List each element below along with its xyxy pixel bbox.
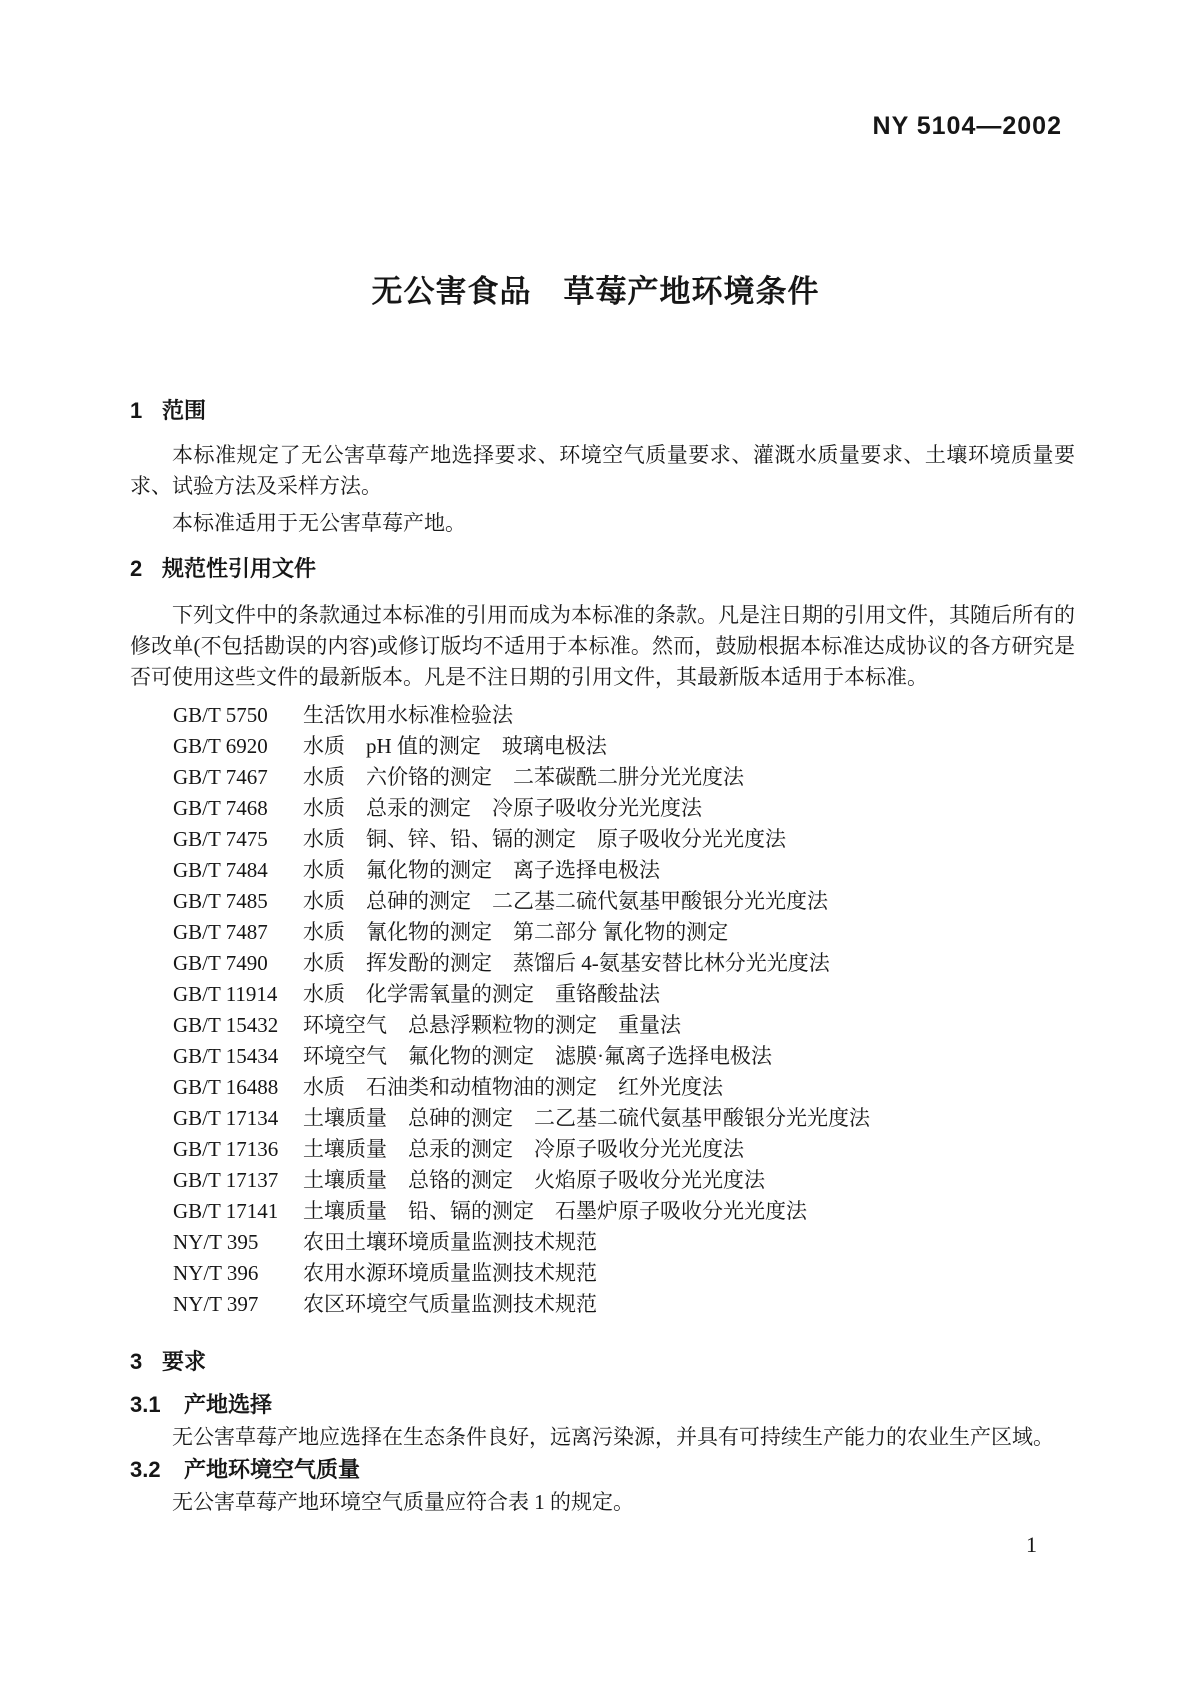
reference-item [173, 1010, 1075, 1041]
reference-code: GB/T 15434 [173, 1044, 279, 1068]
reference-code: GB/T 6920 [173, 734, 268, 758]
reference-item [173, 1227, 1075, 1258]
section-3-1-paragraph: 无公害草莓产地应选择在生态条件良好，远离污染源，并具有可持续生产能力的农业生产区域。 [172, 1425, 1054, 1449]
reference-item [173, 1134, 1075, 1165]
normative-references-list [130, 700, 1075, 1320]
reference-item [173, 700, 1075, 731]
standard-number: NY 5104—2002 [872, 112, 1062, 140]
reference-title: 水质 总砷的测定 二乙基二硫代氨基甲酸银分光光度法 [303, 889, 828, 913]
section-3-2-number: 3.2 [130, 1457, 161, 1482]
document-title: 无公害食品 草莓产地环境条件 [371, 274, 820, 309]
reference-title: 水质 挥发酚的测定 蒸馏后 4-氨基安替比林分光光度法 [303, 951, 830, 975]
reference-code: NY/T 396 [173, 1261, 259, 1285]
section-3-2-title: 产地环境空气质量 [184, 1457, 361, 1482]
section-2-title: 规范性引用文件 [162, 556, 317, 581]
reference-item [173, 1289, 1075, 1320]
reference-code: GB/T 17141 [173, 1199, 279, 1223]
reference-item [173, 1041, 1075, 1072]
reference-item [173, 1258, 1075, 1289]
section-1-paragraph-1: 本标准规定了无公害草莓产地选择要求、环境空气质量要求、灌溉水质量要求、土壤环境质量要求、试验方法及采样方法。 [130, 443, 1075, 498]
reference-code: GB/T 7487 [173, 920, 268, 944]
reference-title: 水质 氰化物的测定 第二部分 氰化物的测定 [303, 920, 729, 944]
section-1-paragraph-2: 本标准适用于无公害草莓产地。 [172, 511, 466, 535]
section-2-intro: 下列文件中的条款通过本标准的引用而成为本标准的条款。凡是注日期的引用文件，其随后所有的修改单(不包括勘误的内容)或修订版均不适用于本标准。然而，鼓励根据本标准达成协议的各方研究是否可使用这些文件的最新版本。凡是不注日期的引用文件，其最新版本适用于本标准。 [130, 603, 1075, 689]
reference-code: NY/T 397 [173, 1292, 259, 1316]
section-3-title: 要求 [162, 1349, 207, 1374]
reference-item [173, 731, 1075, 762]
reference-code: GB/T 5750 [173, 703, 268, 727]
reference-title: 生活饮用水标准检验法 [303, 703, 513, 727]
reference-title: 土壤质量 总铬的测定 火焰原子吸收分光光度法 [303, 1168, 765, 1192]
reference-item [173, 948, 1075, 979]
reference-code: GB/T 7475 [173, 827, 268, 851]
reference-title: 水质 化学需氧量的测定 重铬酸盐法 [303, 982, 660, 1006]
reference-title: 环境空气 氟化物的测定 滤膜·氟离子选择电极法 [303, 1044, 772, 1068]
reference-item [173, 824, 1075, 855]
reference-title: 土壤质量 铅、镉的测定 石墨炉原子吸收分光光度法 [303, 1199, 807, 1223]
reference-code: GB/T 16488 [173, 1075, 279, 1099]
reference-title: 农区环境空气质量监测技术规范 [303, 1292, 597, 1316]
reference-item [173, 793, 1075, 824]
reference-item [173, 886, 1075, 917]
reference-code: GB/T 15432 [173, 1013, 279, 1037]
reference-code: GB/T 7490 [173, 951, 268, 975]
reference-code: GB/T 11914 [173, 982, 278, 1006]
reference-title: 水质 氟化物的测定 离子选择电极法 [303, 858, 660, 882]
reference-title: 农用水源环境质量监测技术规范 [303, 1261, 597, 1285]
reference-item [173, 1072, 1075, 1103]
reference-title: 农田土壤环境质量监测技术规范 [303, 1230, 597, 1254]
reference-item [173, 1196, 1075, 1227]
reference-code: GB/T 7468 [173, 796, 268, 820]
reference-item [173, 917, 1075, 948]
page-number: 1 [1026, 1532, 1037, 1557]
section-3-heading [130, 1347, 1075, 1377]
reference-item [173, 855, 1075, 886]
reference-item [173, 1165, 1075, 1196]
reference-title: 水质 石油类和动植物油的测定 红外光度法 [303, 1075, 723, 1099]
reference-item [173, 762, 1075, 793]
section-3-2-paragraph: 无公害草莓产地环境空气质量应符合表 1 的规定。 [172, 1490, 634, 1514]
reference-title: 环境空气 总悬浮颗粒物的测定 重量法 [303, 1013, 681, 1037]
section-1-heading [130, 396, 1075, 426]
reference-code: GB/T 7484 [173, 858, 268, 882]
section-2-number: 2 [130, 556, 143, 581]
reference-title: 水质 六价铬的测定 二苯碳酰二肼分光光度法 [303, 765, 744, 789]
section-3-1-heading [130, 1390, 1075, 1420]
reference-item [173, 979, 1075, 1010]
reference-code: GB/T 17136 [173, 1137, 279, 1161]
reference-title: 水质 pH 值的测定 玻璃电极法 [303, 734, 607, 758]
reference-title: 土壤质量 总砷的测定 二乙基二硫代氨基甲酸银分光光度法 [303, 1106, 870, 1130]
section-3-number: 3 [130, 1349, 143, 1374]
reference-code: GB/T 17137 [173, 1168, 279, 1192]
reference-title: 水质 铜、锌、铅、镉的测定 原子吸收分光光度法 [303, 827, 786, 851]
reference-code: NY/T 395 [173, 1230, 259, 1254]
reference-item [173, 1103, 1075, 1134]
section-2-heading [130, 554, 1075, 584]
section-1-number: 1 [130, 398, 143, 423]
reference-code: GB/T 17134 [173, 1106, 279, 1130]
reference-title: 水质 总汞的测定 冷原子吸收分光光度法 [303, 796, 702, 820]
section-3-1-number: 3.1 [130, 1392, 161, 1417]
reference-code: GB/T 7467 [173, 765, 268, 789]
reference-title: 土壤质量 总汞的测定 冷原子吸收分光光度法 [303, 1137, 744, 1161]
reference-code: GB/T 7485 [173, 889, 268, 913]
section-3-1-title: 产地选择 [184, 1392, 273, 1417]
document-body [130, 396, 1075, 1518]
section-1-title: 范围 [162, 398, 207, 423]
section-3-2-heading [130, 1455, 1075, 1485]
